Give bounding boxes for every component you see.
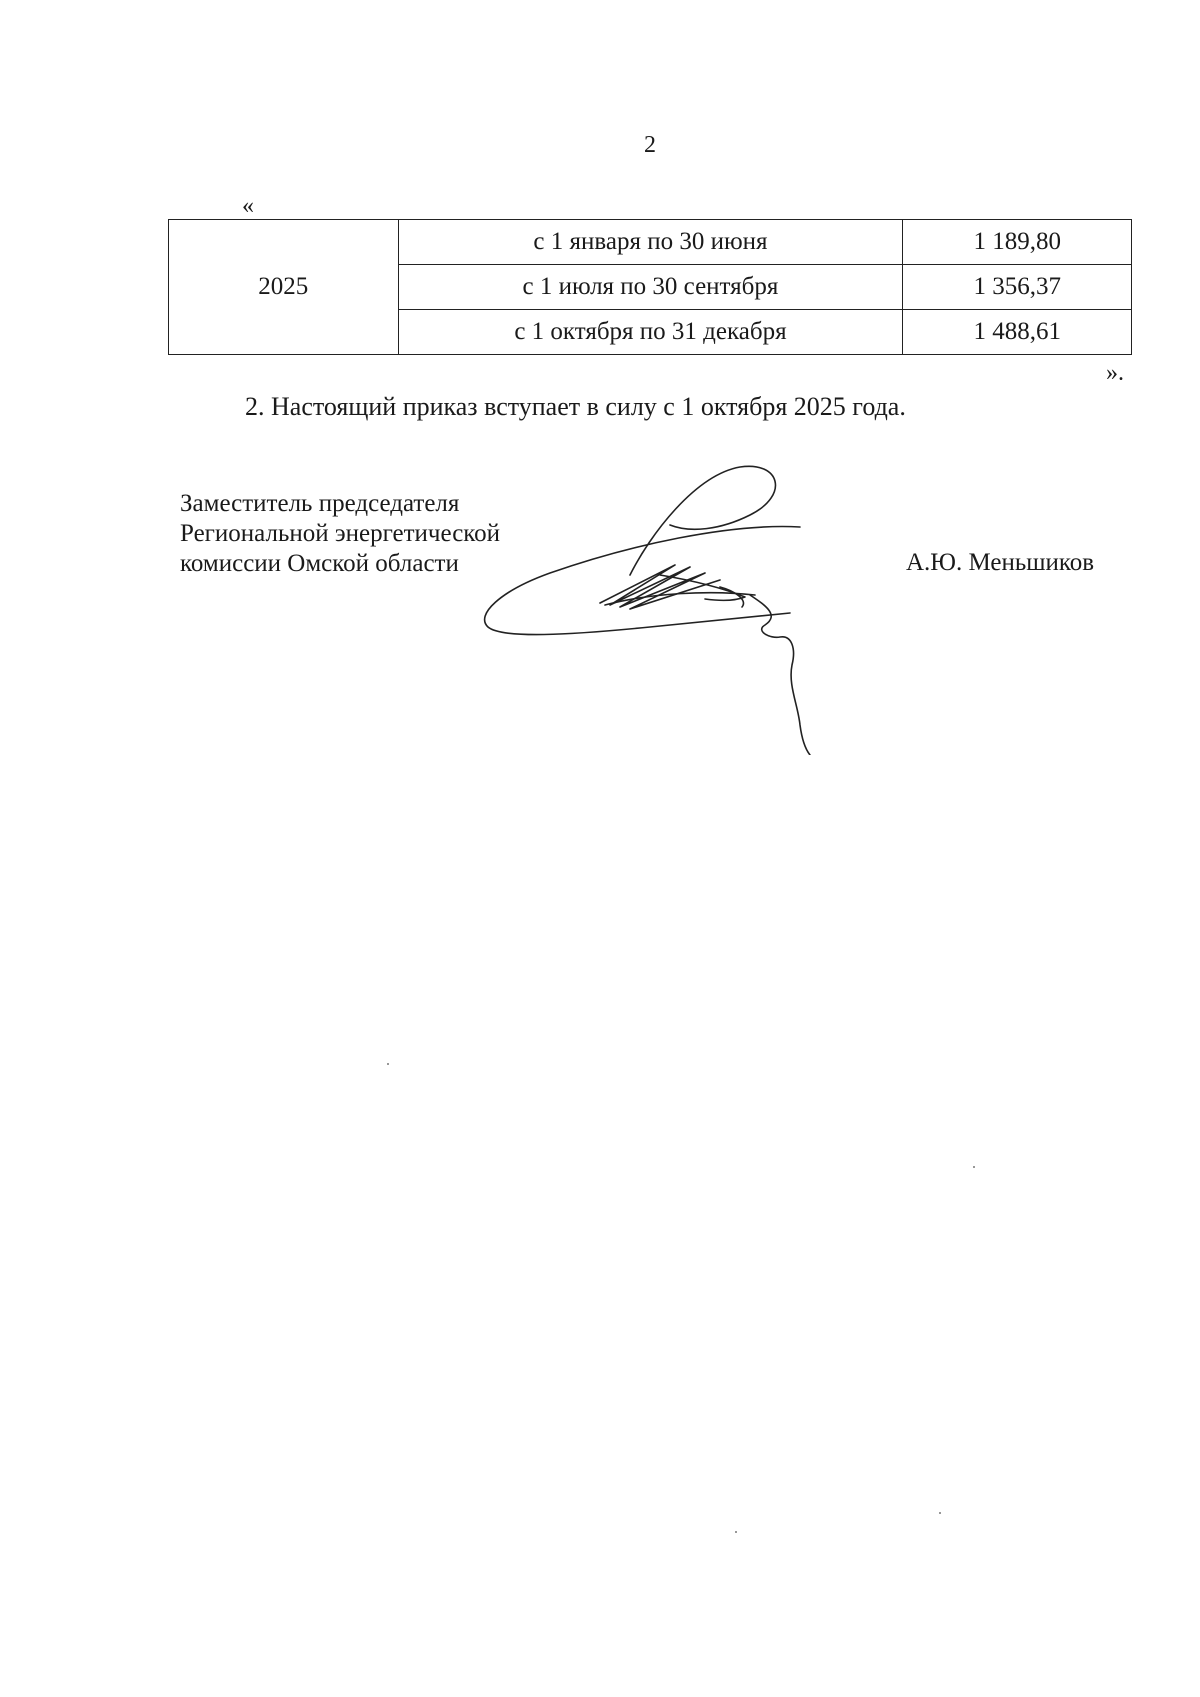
page-number: 2 (644, 132, 656, 158)
period-cell: с 1 июля по 30 сентября (398, 265, 903, 310)
scan-speck (973, 1166, 975, 1168)
scan-speck (735, 1531, 737, 1533)
opening-quote-mark: « (242, 193, 254, 219)
signatory-title-line: комиссии Омской области (180, 550, 459, 577)
signatory-title (180, 489, 500, 579)
handwritten-signature (480, 455, 860, 755)
signatory-name: А.Ю. Меньшиков (906, 549, 1095, 576)
year-cell: 2025 (169, 220, 399, 355)
period-cell: с 1 октября по 31 декабря (398, 310, 903, 355)
table-row (169, 220, 1132, 265)
period-cell: с 1 января по 30 июня (398, 220, 903, 265)
signatory-title-line: Региональной энергетической (180, 520, 501, 547)
clause-text: 2. Настоящий приказ вступает в силу с 1 октября 2025 года. (245, 392, 906, 421)
scan-speck (939, 1512, 941, 1514)
value-cell: 1 488,61 (903, 310, 1132, 355)
signatory-title-line: Заместитель председателя (180, 490, 460, 517)
value-cell: 1 189,80 (903, 220, 1132, 265)
value-cell: 1 356,37 (903, 265, 1132, 310)
scan-speck (387, 1063, 389, 1065)
tariff-table (168, 219, 1132, 355)
closing-quote-mark: ». (1106, 360, 1124, 386)
